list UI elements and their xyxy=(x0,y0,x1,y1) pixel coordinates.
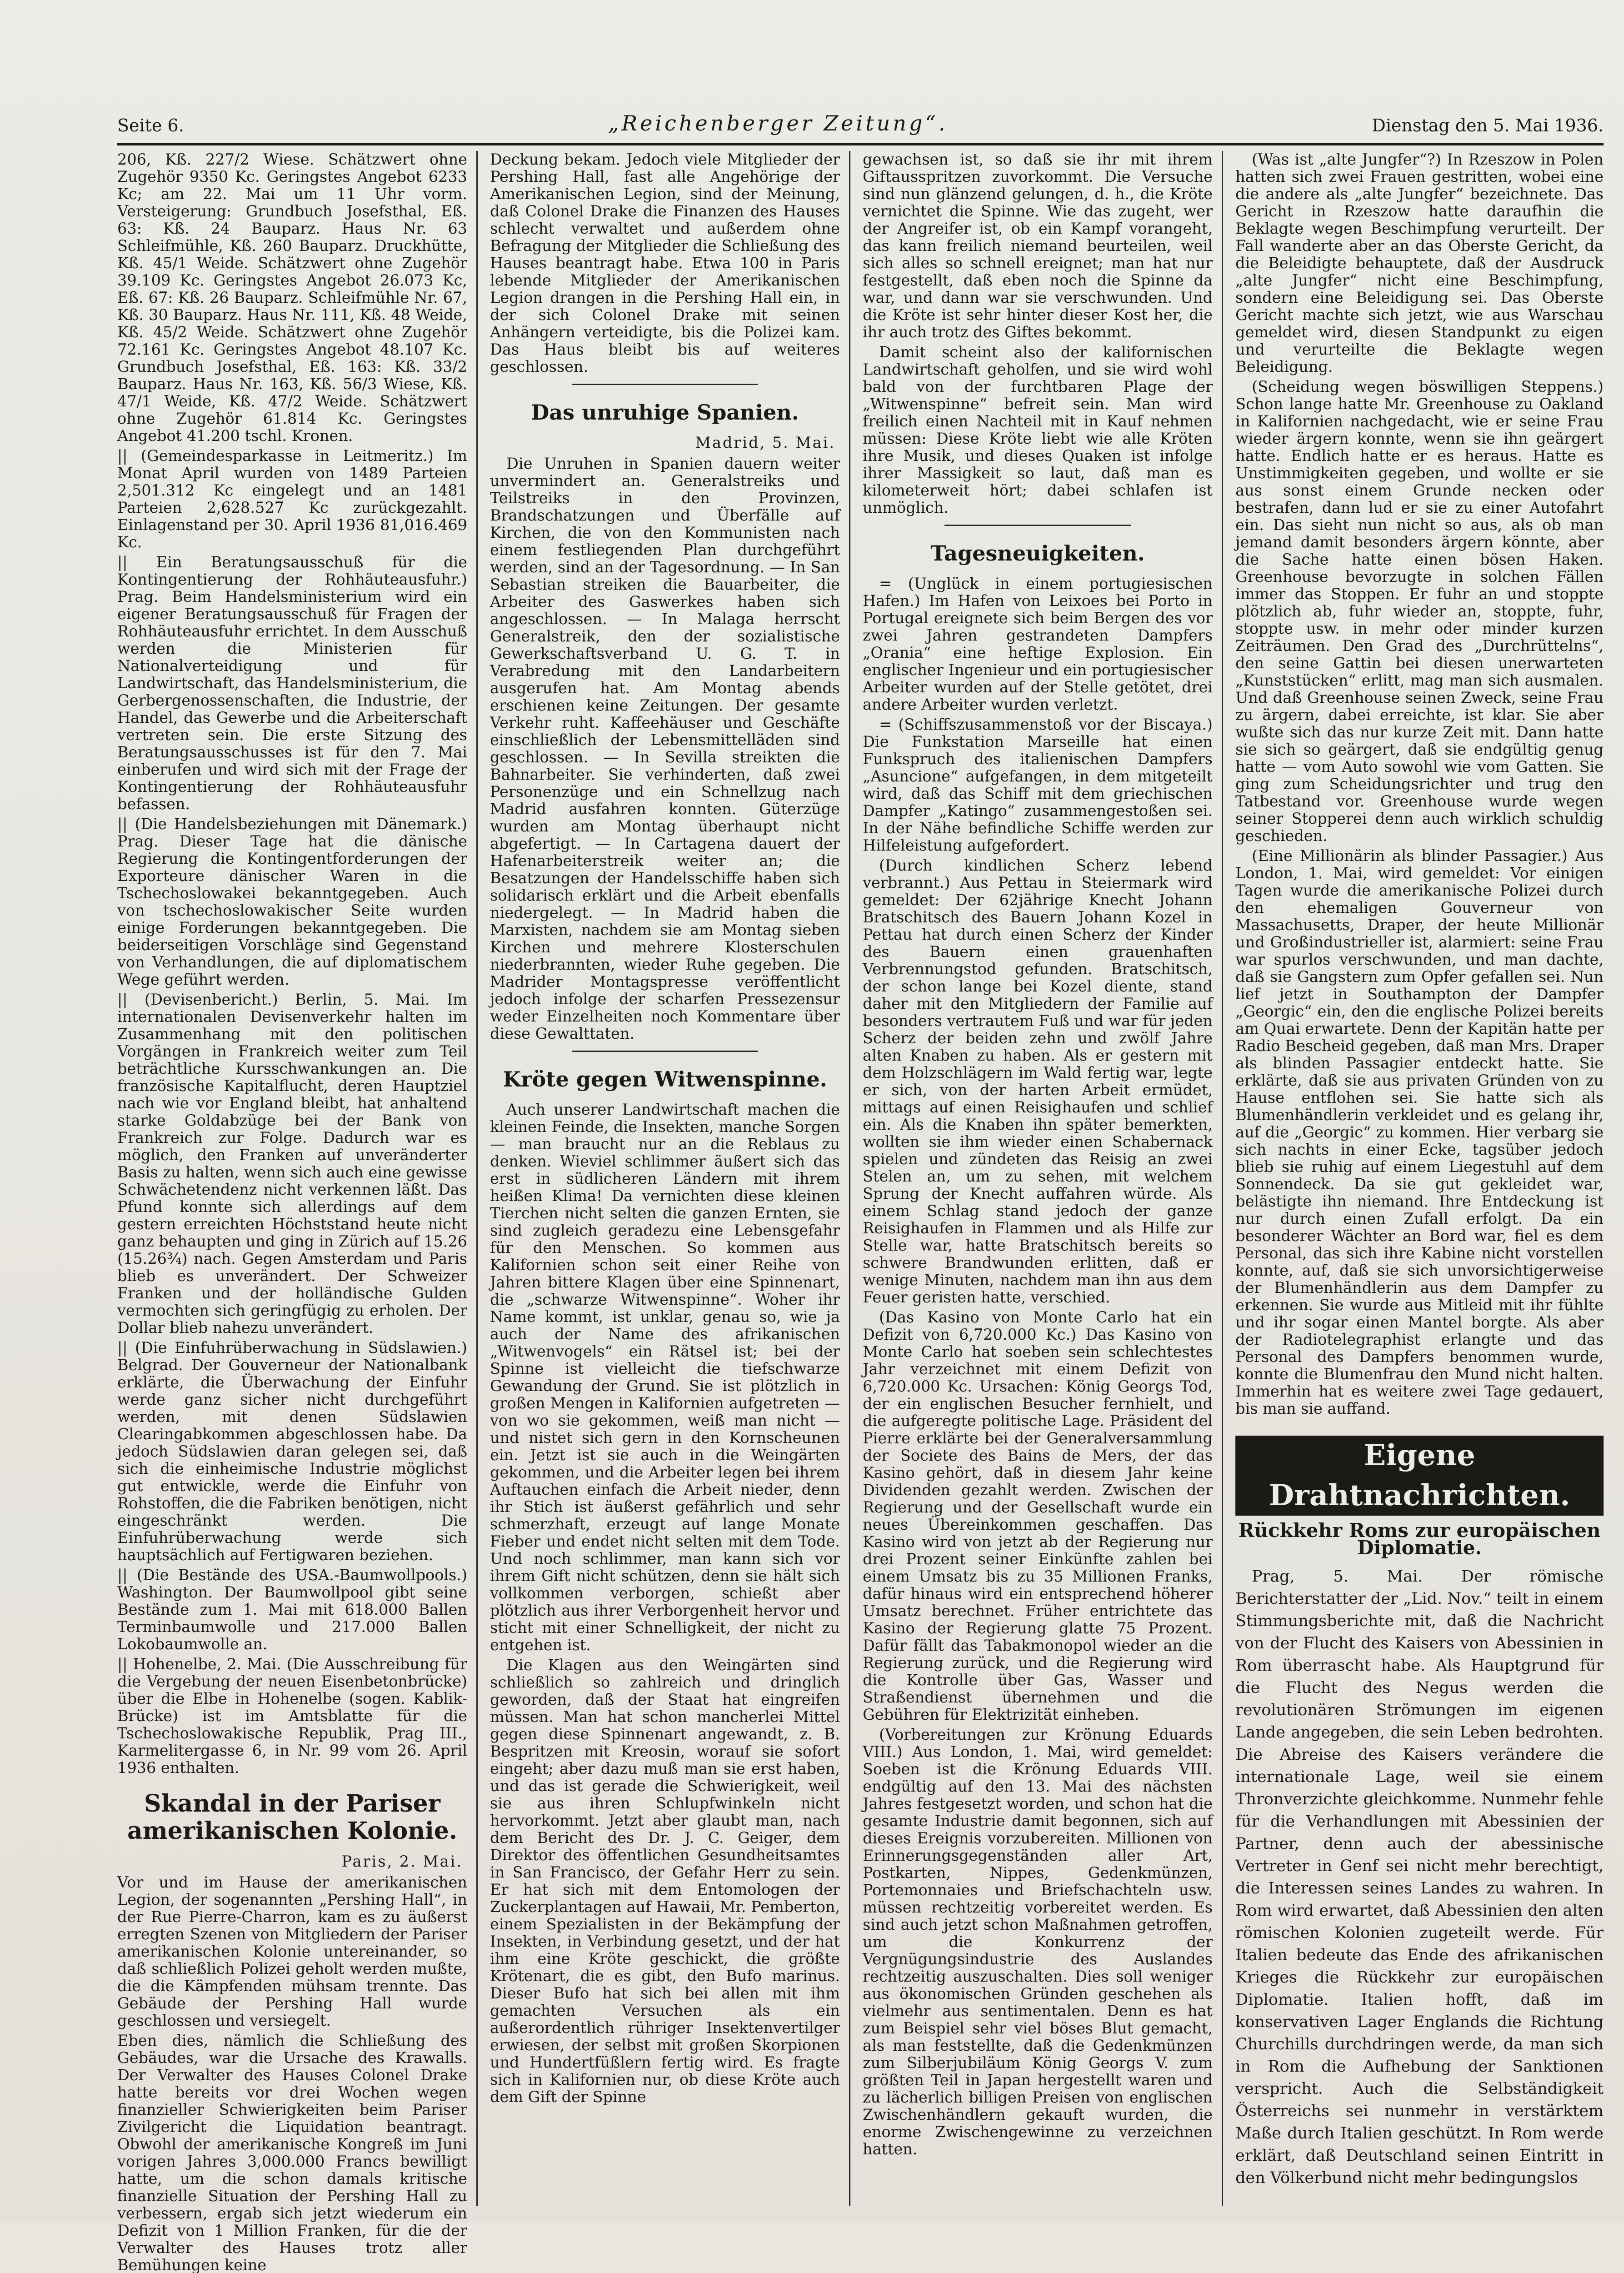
header-rule xyxy=(117,143,1604,145)
notice-item: || Ein Beratungsausschuß für die Kontingentierung der Rohhäuteausfuhr.) Prag. Beim Handelsministerium wird ein eigener Beratungsausschuß für Fragen der Rohhäuteausfuhr errichtet. In dem Ausschuß werden die Ministerien für Nationalverteidigung und für Landwirtschaft, das Handelsministerium, die Gerbergenossenschaften, die Industrie, der Handel, das Gewerbe und die Arbeiterschaft vertreten sein. Die erste Sitzung des Beratungsausschusses ist für den 7. Mai einberufen und wird sich mit der Frage der Kontingentierung der Rohhäuteausfuhr befassen. xyxy=(117,553,467,813)
news-item: (Das Kasino von Monte Carlo hat ein Defizit von 6,720.000 Kc.) Das Kasino von Monte Carlo hat soeben sein schlechtestes Jahr verzeichnet mit einem Defizit von 6,720.000 Kc. Ursachen: König Georgs Tod, der ein englischen Besucher fernhielt, und die aufgeregte politische Lage. Präsident del Pierre erklärte bei der Generalversammlung der Societe des Bains de Mers, der das Kasino gehört, daß in diesem Jahr keine Dividenden gezahlt werden. Zwischen der Regierung und der Gesellschaft wurde ein neues Übereinkommen geschaffen. Das Kasino wird von jetzt ab der Regierung nur drei Prozent seiner Einkünfte zahlen bei einem Umsatz bis zu 35 Millionen Franks, dafür hinaus wird ein entsprechend höherer Umsatz berechnet. Früher entrichtete das Kasino der Regierung glatte 75 Prozent. Dafür fällt das Tabakmonopol wieder an die Regierung zurück, und die Regierung wird die Kontrolle über Gas, Wasser und Straßendienst übernehmen und die Gebühren für Elektrizität einheben. xyxy=(863,1308,1213,1723)
notice-item: || (Devisenbericht.) Berlin, 5. Mai. Im internationalen Devisenverkehr halten im Zusammenhang mit den politischen Vorgängen in Frankreich weiter zum Teil beträchtliche Kursschwankungen an. Die französische Kapitalflucht, deren Hauptziel nach wie vor England bleibt, hat anhaltend starke Goldabzüge bei der Bank von Frankreich zur Folge. Dadurch war es möglich, den Franken auf unveränderter Basis zu halten, wenn sich auch eine gewisse Schwächetendenz nicht verkennen läßt. Das Pfund konnte sich allerdings auf dem gestern erreichten Höchststand heute nicht ganz behaupten und ging in Zürich auf 15.26 (15.26¾) nach. Gegen Amsterdam und Paris blieb es unverändert. Der Schweizer Franken und der holländische Gulden vermochten sich geringfügig zu erholen. Der Dollar blieb nahezu unverändert. xyxy=(117,991,467,1337)
news-item: (Durch kindlichen Scherz lebend verbrannt.) Aus Pettau in Steiermark wird gemeldet: Der 62jährige Knecht Johann Bratschitsch des Bauern Johann Kozel in Pettau hat durch einen Scherz der Kinder des Bauern einen grauenhaften Verbrennungstod gefunden. Bratschitsch, der schon lange bei Kozel diente, stand daher mit den Mitgliedern der Familie auf besonders vertrautem Fuß und war für jeden Scherz der beiden zehn und zwölf Jahre alten Knaben zu haben. Als er gestern mit dem Holzschlägern im Wald fertig war, legte er sich, von der harten Arbeit ermüdet, mittags auf einen Reisighaufen und schlief ein. Als die Knaben ihn später bemerkten, wollten sie ihm wieder einen Schabernack spielen und zündeten das Reisig an zwei Stelen an, um zu sehen, mit welchem Sprung der Knecht auffahren würde. Als einem Schlag stand jedoch der ganze Reisighaufen in Flammen und als Hilfe zur Stelle war, hatte Bratschitsch bereits so schwere Brandwunden erlitten, daß er wenige Minuten, nachdem man ihn aus dem Feuer geristen hatte, verschied. xyxy=(863,856,1213,1306)
article-paragraph: Vor und im Hause der amerikanischen Legion, der sogenannten „Pershing Hall“, in der Rue Pierre-Charron, kam es zu äußerst erregten Szenen von Mitgliedern der Pariser amerikanischen Kolonie untereinander, so daß schließlich Polizei geholt werden mußte, die die Kämpfenden mühsam trennte. Das Gebäude der Pershing Hall wurde geschlossen und versiegelt. xyxy=(117,1873,467,2029)
masthead: „Reichenberger Zeitung“. xyxy=(608,111,948,135)
issue-date: Dienstag den 5. Mai 1936. xyxy=(1372,115,1604,135)
article-continuation: Deckung bekam. Jedoch viele Mitglieder der Pershing Hall, fast alle Angehörige der Amerikanischen Legion, sind der Meinung, daß Colonel Drake die Finanzen des Hauses schlecht verwaltet und außerdem ohne Befragung der Mitglieder die Schließung des Hauses beantragt habe. Etwa 100 in Paris lebende Mitglieder der Amerikanischen Legion drangen in die Pershing Hall ein, in der sich Colonel Drake mit seinen Anhängern verteidigte, bis die Polizei kam. Das Haus bleibt bis auf weiteres geschlossen. xyxy=(490,150,840,375)
section-headline: Tagesneuigkeiten. xyxy=(930,541,1145,566)
separator-rule xyxy=(944,525,1131,526)
separator-rule xyxy=(572,1051,758,1052)
article-dateline: Paris, 2. Mai. xyxy=(341,1852,463,1870)
column-1 xyxy=(117,150,467,2273)
article-headline: Das unruhige Spanien. xyxy=(531,400,799,425)
wire-news-banner: Eigene Drahtnachrichten. xyxy=(1235,1436,1604,1516)
column-rule xyxy=(849,151,850,2206)
page-number: Seite 6. xyxy=(117,115,184,135)
article-paragraph: Auch unserer Landwirtschaft machen die kleinen Feinde, die Insekten, manche Sorgen — man braucht nur an die Reblaus zu denken. Wieviel schlimmer äußert sich das erst in südlicheren Ländern mit ihrem heißen Klima! Da vernichten diese kleinen Tierchen nicht selten die ganzen Ernten, sie sind zugleich geradezu eine Lebensgefahr für den Menschen. So kommen aus Kalifornien schon seit einer Reihe von Jahren bittere Klagen über eine Spinnenart, die „schwarze Witwenspinne“. Woher ihr Name kommt, ist unklar, genau so, wie ja auch der Name des afrikanischen „Witwenvogels“ ein Rätsel ist; bei der Spinne ist vielleicht die tiefschwarze Gewandung der Grund. Sie ist plötzlich in großen Mengen in Kalifornien aufgetreten — von wo sie gekommen, weiß man nicht — und nistet sich gern in den Kornscheunen ein. Jetzt ist sie auch in die Weingärten gekommen, und die Arbeiter legen bei ihrem Auftauchen einfach die Arbeit nieder, denn ihr Stich ist äußerst gefährlich und sehr schmerzhaft, erzeugt auf lange Monate Fieber und endet nicht selten mit dem Tode. Und noch schlimmer, man kann sich vor ihrem Gift nicht schützen, denn sie hält sich vollkommen verborgen, schießt aber plötzlich aus ihrer Verborgenheit hervor und sticht mit einer Schnelligkeit, der nicht zu entgehen ist. xyxy=(490,1101,840,1654)
news-item: = (Schiffszusammenstoß vor der Biscaya.) Die Funkstation Marseille hat einen Funkspruch des italienischen Dampfers „Asuncione“ aufgefangen, in dem mitgeteilt wird, daß das Schiff mit dem griechischen Dampfer „Katingo“ zusammengestoßen sei. In der Nähe befindliche Schiffe werden zur Hilfeleistung aufgefordert. xyxy=(863,716,1213,854)
notice-item: || Hohenelbe, 2. Mai. (Die Ausschreibung für die Vergebung der neuen Eisenbetonbrücke) über die Elbe in Hohenelbe (sogen. Kablik-Brücke) ist im Amtsblatte für die Tschechoslowakische Republik, Prag III., Karmelitergasse 6, in Nr. 99 vom 26. April 1936 enthalten. xyxy=(117,1655,467,1777)
column-rule xyxy=(1222,151,1223,2206)
article-dateline: Madrid, 5. Mai. xyxy=(695,434,835,451)
notice-item: || (Die Einfuhrüberwachung in Südslawien.) Belgrad. Der Gouverneur der Nationalbank erklärte, die Überwachung der Einfuhr werde ganz sicher nicht durchgeführt werden, mit denen Südslawien Clearingabkommen abgeschlossen habe. Da jedoch Südslawien daran gelegen sei, daß sich die einheimische Industrie möglichst gut entwickle, werde die Einfuhr von Rohstoffen, die die Fabriken benötigen, nicht eingeschränkt werden. Die Einfuhrüberwachung werde sich hauptsächlich auf Fertigwaren beziehen. xyxy=(117,1339,467,1564)
notice-item: || (Die Bestände des USA.-Baumwollpools.) Washington. Der Baumwollpool gibt seine Bestände zum 1. Mai mit 618.000 Ballen Terminbaumwolle und 217.000 Ballen Lokobaumwolle an. xyxy=(117,1566,467,1653)
news-item: (Was ist „alte Jungfer“?) In Rzeszow in Polen hatten sich zwei Frauen gestritten, wobei eine die andere als „alte Jungfer“ bezeichnete. Das Gericht in Rzeszow hatte daraufhin die Beklagte wegen Beschimpfung verurteilt. Der Fall wanderte aber an das Oberste Gericht, da die Beleidigte behauptete, daß der Ausdruck „alte Jungfer“ nicht eine Beschimpfung, sondern eine Beleidigung sei. Das Oberste Gericht machte sich jetzt, wie aus Warschau gemeldet wird, diesen Standpunkt zu eigen und verurteilte die Beklagte wegen Beleidigung. xyxy=(1235,150,1604,375)
notice-item: || (Die Handelsbeziehungen mit Dänemark.) Prag. Dieser Tage hat die dänische Regierung die Kontingentforderungen der Exporteure dänischer Waren in die Tschechoslowakei bekanntgegeben. Auch von tschechoslowakischer Seite wurden einige Forderungen bekanntgegeben. Die beiderseitigen Vorschläge sind Gegenstand von Verhandlungen, die auf diplomatischem Wege geführt werden. xyxy=(117,815,467,988)
article-paragraph: Die Unruhen in Spanien dauern weiter unvermindert an. Generalstreiks und Teilstreiks in den Provinzen, Brandschatzungen und Überfälle auf Kirchen, die von den Kommunisten nach einem festliegenden Plan durchgeführt werden, sind an der Tagesordnung. — In San Sebastian streiken die Bauarbeiter, die Arbeiter des Gaswerkes haben sich angeschlossen. — In Malaga herrscht Generalstreik, den der sozialistische Gewerkschaftsverband U. G. T. in Verabredung mit den Landarbeitern ausgerufen hat. Am Montag abends erschienen keine Zeitungen. Der gesamte Verkehr ruht. Kaffeehäuser und Geschäfte einschließlich der Lebensmittelläden sind geschlossen. — In Sevilla streikten die Bahnarbeiter. Sie verhinderten, daß zwei Personenzüge und ein Schnellzug nach Madrid ausfahren konnten. Güterzüge wurden am Montag überhaupt nicht abgefertigt. — In Cartagena dauert der Hafenarbeiterstreik weiter an; die Besatzungen der Handelsschiffe haben sich solidarisch erklärt und die Arbeit ebenfalls niedergelegt. — In Madrid haben die Marxisten, nachdem sie am Montag sieben Kirchen und mehrere Klosterschulen niederbrannten, wieder Ruhe gegeben. Die Madrider Montagspresse veröffentlicht jedoch infolge der scharfen Pressezensur weder Einzelheiten noch Kommentare über diese Gewalttaten. xyxy=(490,455,840,1042)
column-rule xyxy=(476,151,478,2206)
column-3 xyxy=(863,151,1213,2206)
wire-news-paragraph: Prag, 5. Mai. Der römische Berichterstatter der „Lid. Nov.“ teilt in einem Stimmungsberichte mit, daß die Nachricht von der Flucht des Kaisers von Abessinien in Rom überrascht habe. Als Hauptgrund für die Flucht des Negus werden die revolutionären Strömungen im eigenen Lande angegeben, die sein Leben bedrohten. Die Abreise des Kaisers verändere die internationale Lage, weil sie einem Thronverzichte gleichkomme. Nunmehr fehle für die Verhandlungen mit Abessinien der Partner, denn auch der abessinische Vertreter in Genf sei nicht mehr berechtigt, die Interessen seines Landes zu wahren. In Rom wird erwartet, daß Abessinien den alten römischen Kolonien zugeteilt werde. Für Italien bedeute das Ende des afrikanischen Krieges die Rückkehr zur europäischen Diplomatie. Italien hofft, daß im konservativen Lager Englands die Richtung Churchills durchdringen werde, da man sich in Rom die Aufhebung der Sanktionen verspricht. Auch die Selbständigkeit Österreichs sei nunmehr in verstärktem Maße durch Italien geschützt. In Rom werde erklärt, daß Deutschland seinen Eintritt in den Völkerbund nicht mehr bedingungslos xyxy=(1235,1567,1604,2187)
article-headline: Skandal in der Pariser amerikanischen Kolonie. xyxy=(127,1790,457,1845)
article-paragraph: Die Klagen aus den Weingärten sind schließlich so zahlreich und dringlich geworden, daß der Staat hat eingreifen müssen. Man hat schon mancherlei Mittel gegen diese Spinnenart angewandt, z. B. Bespritzen mit Kreosin, worauf sie sofort eingeht; aber dazu muß man sie erst haben, und das ist gerade die Schwierigkeit, weil sie aus ihren Schlupfwinkeln nicht hervorkommt. Jetzt aber glaubt man, nach dem Bericht des Dr. J. C. Geiger, dem Direktor des öffentlichen Gesundheitsamtes in San Francisco, der Gefahr Herr zu sein. Er hat sich mit dem Entomologen der Zuckerplantagen auf Hawaii, Mr. Pemberton, einem Spezialisten in der Bekämpfung der Insekten, in Verbindung gesetzt, und der hat ihm eine Kröte geschickt, die größte Krötenart, die es gibt, den Bufo marinus. Dieser Bufo hat sich bei allen mit ihm gemachten Versuchen als ein außerordentlich rühriger Insektenvertilger erwiesen, der selbst mit großen Skorpionen und Hundertfüßlern fertig wird. Es fragte sich in Kalifornien nur, ob diese Kröte auch dem Gift der Spinne xyxy=(490,1656,840,2106)
notice-item: 206, Kß. 227/2 Wiese. Schätzwert ohne Zugehör 9350 Kc. Geringstes Angebot 6233 Kc; am 22. Mai um 11 Uhr vorm. Versteigerung: Grundbuch Josefsthal, Eß. 63: Kß. 24 Bauparz. Haus Nr. 63 Schleifmühle, Kß. 260 Bauparz. Druckhütte, Kß. 45/1 Weide. Schätzwert ohne Zugehör 39.109 Kc. Geringstes Angebot 26.073 Kc, Eß. 67: Kß. 26 Bauparz. Schleifmühle Nr. 67, Kß. 30 Bauparz. Haus Nr. 111, Kß. 48 Weide, Kß. 45/2 Weide. Schätzwert ohne Zugehör 72.161 Kc. Geringstes Angebot 48.107 Kc. Grundbuch Josefsthal, Eß. 163: Kß. 33/2 Bauparz. Haus Nr. 163, Kß. 56/3 Wiese, Kß. 47/1 Weide, Kß. 47/2 Weide. Schätzwert ohne Zugehör 61.814 Kc. Geringstes Angebot 41.200 tschl. Kronen. xyxy=(117,150,467,445)
news-item: (Scheidung wegen böswilligen Steppens.) Schon lange hatte Mr. Greenhouse zu Oakland in Kalifornien nachgedacht, wie er seine Frau wieder ärgern konnte, wenn sie ihn geärgert hatte. Endlich hatte er es heraus. Hatte es Unstimmigkeiten gegeben, und wollte er sie aus sonst einem Grunde necken oder bestrafen, dann lud er sie zu einer Autofahrt ein. Das sieht nun nicht so aus, als ob man jemand damit besonders ärgern könnte, aber die Sache hatte einen bösen Haken. Greenhouse bevorzugte in solchen Fällen immer das Stoppen. Er fuhr an und stoppte plötzlich ab, fuhr wieder an, stoppte, fuhr, stoppte usw. in mehr oder minder kurzen Zeiträumen. Den Grad des „Durchrüttelns“, den seine Gattin bei diesen unerwarteten „Kunststücken“ erlitt, mag man sich ausmalen. Und daß Greenhouse seinen Zweck, seine Frau zu ärgern, dabei erreichte, ist klar. Sie aber wußte sich das nur kurze Zeit mit. Dann hatte sie sich so geärgert, daß sie endgültig genug hatte — vom Auto sowohl wie vom Gatten. Sie ging zum Scheidungsrichter und trug den Tatbestand vor. Greenhouse wurde wegen seiner Stopperei denn auch wirklich schuldig geschieden. xyxy=(1235,378,1604,845)
column-2 xyxy=(490,151,840,2206)
news-item: = (Unglück in einem portugiesischen Hafen.) Im Hafen von Leixoes bei Porto in Portugal ereignete sich beim Bergen des vor zwei Jahren gestrandeten Dampfers „Orania“ eine heftige Explosion. Ein englischer Ingenieur und ein portugiesischer Arbeiter wurden auf der Stelle getötet, drei andere Arbeiter wurden verletzt. xyxy=(863,575,1213,713)
article-paragraph: Eben dies, nämlich die Schließung des Gebäudes, war die Ursache des Krawalls. Der Verwalter des Hauses Colonel Drake hatte bereits vor drei Wochen wegen finanzieller Schwierigkeiten beim Pariser Zivilgericht die Liquidation beantragt. Obwohl der amerikanische Kongreß im Juni vorigen Jahres 3,000.000 Francs bewilligt hatte, um die schon damals kritische finanzielle Situation der Pershing Hall zu verbessern, ergab sich jetzt wiederum ein Defizit von 1 Million Franken, für die der Verwalter des Hauses trotz aller Bemühungen keine xyxy=(117,2032,467,2273)
article-continuation: gewachsen ist, so daß sie ihr mit ihrem Giftausspritzen zuvorkommt. Die Versuche sind nun glänzend gelungen, d. h., die Kröte vernichtet die Spinne. Wie das zugeht, wer der Angreifer ist, ob ein Kampf vorangeht, das kann freilich niemand beurteilen, weil sich alles so schnell ereignet; man hat nur festgestellt, daß eben noch die Spinne da war, und dann war sie verschwunden. Und die Kröte ist sehr hinter dieser Kost her, die ihr auch trotz des Giftes bekommt. xyxy=(863,150,1213,341)
article-paragraph: Damit scheint also der kalifornischen Landwirtschaft geholfen, und sie wird wohl bald von der furchtbaren Plage der „Witwenspinne“ befreit sein. Man wird freilich einen Nachteil mit in Kauf nehmen müssen: Diese Kröte liebt wie alle Kröten ihre Musik, und dieses Quaken ist infolge ihrer Massigkeit so laut, daß man es kilometerweit hört; dabei schlafen ist unmöglich. xyxy=(863,343,1213,516)
column-4 xyxy=(1235,151,1604,2206)
news-item: (Eine Millionärin als blinder Passagier.) Aus London, 1. Mai, wird gemeldet: Vor einigen Tagen wurde die amerikanische Polizei durch den ehemaligen Gouverneur von Massachusetts, Draper, der heute Millionär und Großindustrieller ist, alarmiert: seine Frau war spurlos verschwunden, und man dachte, daß sie Gangstern zum Opfer gefallen sei. Nun lief jetzt in Southampton der Dampfer „Georgic“ ein, den die englische Polizei bereits am Quai erwartete. Denn der Kapitän hatte per Radio Bescheid gegeben, daß man Mrs. Draper als blinden Passagier entdeckt hatte. Sie erklärte, daß sie aus privaten Gründen von zu Hause entflohen sei. Sie hatte sich als Blumenhändlerin verkleidet und es gelang ihr, auf die „Georgic“ zu kommen. Hier verbarg sie sich nachts in einer Ecke, tagsüber jedoch blieb sie ruhig auf einem Liegestuhl auf dem Sonnendeck. Da sie gut gekleidet war, belästigte ihn niemand. Ihre Entdeckung ist nur durch einen Zufall erfolgt. Da ein besonderer Wächter an Bord war, fiel es dem Personal, das sich ihre Kabine nicht vorstellen konnte, auf, daß sie sich unvorsichtigerweise der Blumenhändlerin aus dem Dampfer zu erkennen. Sie wurde aus Mitleid mit ihr fühlte und ihr sogar einen Mantel borgte. Als aber der Radiotelegraphist erlangte und das Personal des Dampfers benommen wurde, konnte die Blumenfrau den Mund nicht halten. Immerhin hat es weitere zwei Tage gedauert, bis man sie auffand. xyxy=(1235,847,1604,1417)
article-headline: Kröte gegen Witwenspinne. xyxy=(503,1067,827,1091)
page-header xyxy=(117,104,1604,135)
separator-rule xyxy=(572,384,758,385)
wire-news-subheadline: Rückkehr Roms zur europäischen Diplomatie. xyxy=(1238,1519,1601,1559)
notice-item: || (Gemeindesparkasse in Leitmeritz.) Im Monat April wurden von 1489 Parteien 2,501.312 Kc eingelegt und an 1481 Parteien 2,628.527 Kc zurückgezahlt. Einlagenstand per 30. April 1936 81,016.469 Kc. xyxy=(117,447,467,551)
news-item: (Vorbereitungen zur Krönung Eduards VIII.) Aus London, 1. Mai, wird gemeldet: Soeben ist die Krönung Eduards VIII. endgültig auf den 13. Mai des nächsten Jahres festgesetzt worden, und schon hat die gesamte Industrie damit begonnen, sich auf dieses Ereignis vorzubereiten. Millionen von Erinnerungsgegenständen aller Art, Postkarten, Nippes, Gedenkmünzen, Portemonnaies und Briefschachteln usw. müssen rechtzeitig vorbereitet werden. Es sind auch jetzt schon Maßnahmen getroffen, um die Konkurrenz der Vergnügungsindustrie des Auslandes rechtzeitig auszuschalten. Dies soll weniger aus ökonomischen Gründen geschehen als vielmehr aus sentimentalen. Denn es hat zum Beispiel sehr viel böses Blut gemacht, als man feststellte, daß die Gedenkmünzen zum Silberjubiläum König Georgs V. zum größten Teil in Japan hergestellt waren und zu lächerlich billigen Preisen von englischen Zwischenhändlern gekauft wurden, die enorme Zwischengewinne zu verzeichnen hatten. xyxy=(863,1726,1213,2158)
